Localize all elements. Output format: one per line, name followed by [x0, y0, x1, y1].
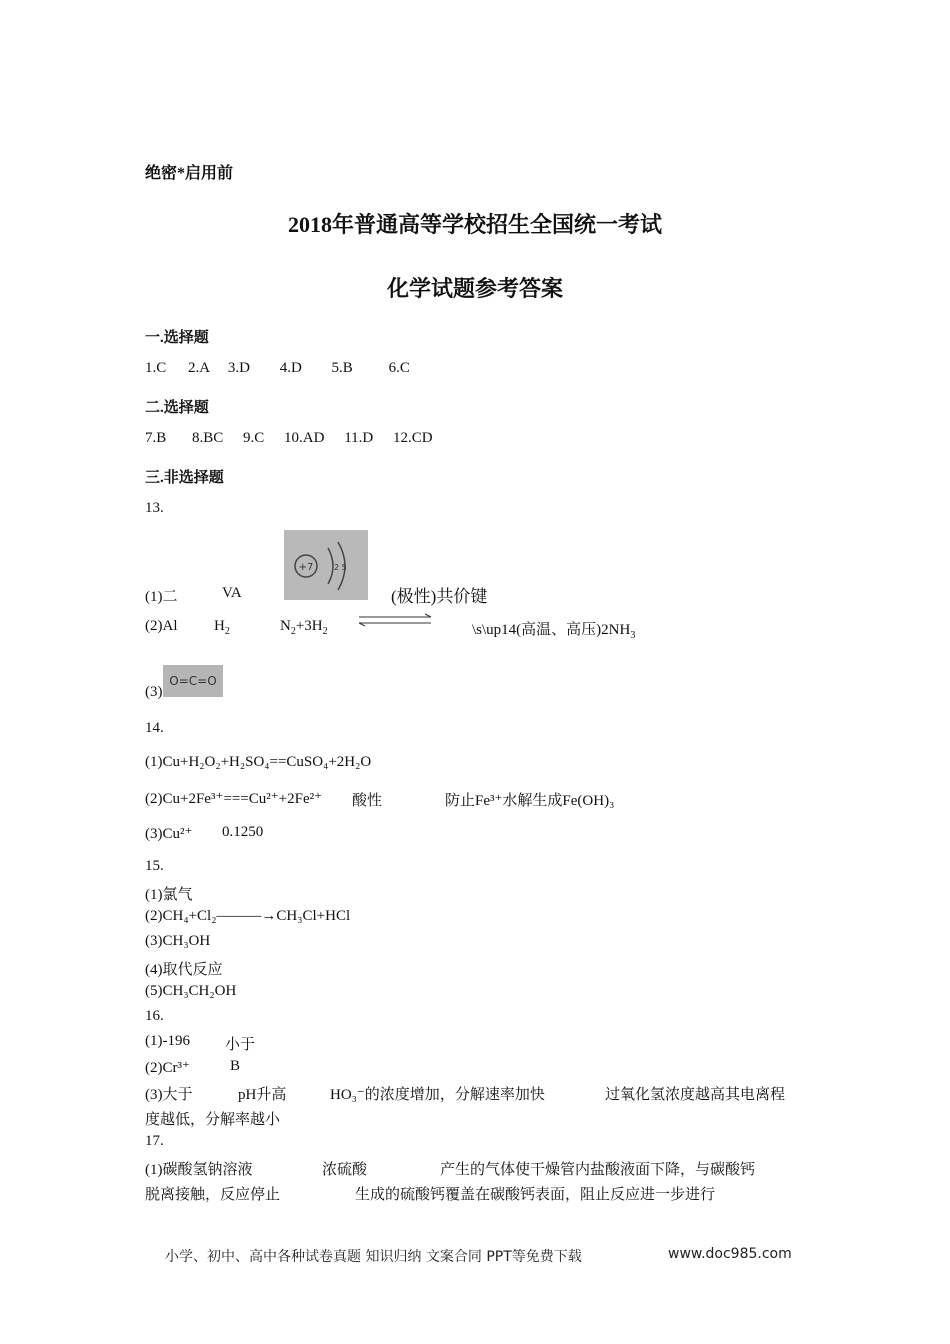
q13-number: 13.	[145, 500, 164, 516]
co2-formula: O=C=O	[169, 674, 217, 688]
q15-item: (4)取代反应	[145, 962, 223, 978]
q17-p1b: 浓硫酸	[322, 1162, 368, 1178]
section1-heading: 一.选择题	[145, 330, 209, 346]
answer: 2.A	[188, 360, 211, 376]
answer: 9.C	[243, 430, 265, 446]
q15-item: (3)CH₃OH	[145, 933, 211, 949]
q16-p3b: pH升高	[238, 1087, 287, 1103]
answer: 3.D	[227, 360, 250, 376]
q16-p3e: 度越低，分解率越小	[145, 1112, 281, 1128]
q13-p2-b: $H_2$	[214, 618, 230, 637]
co2-structure-image	[163, 665, 223, 697]
q17-number: 17.	[145, 1133, 164, 1149]
q13-p2-eq-left: $N_2+3H_2$	[280, 618, 328, 637]
q14-p2b: 酸性	[352, 793, 383, 809]
answer: 11.D	[344, 430, 374, 446]
q16-number: 16.	[145, 1008, 164, 1024]
atom-structure-image	[284, 530, 368, 600]
q13-p1-group: VA	[222, 585, 242, 601]
q16-p3d: 过氧化氢浓度越高其电离程	[605, 1087, 786, 1103]
q14-p3a: (3)Cu²⁺	[145, 826, 193, 842]
q14-number: 14.	[145, 720, 164, 736]
page-title: 2018年普通高等学校招生全国统一考试	[287, 212, 662, 237]
q15-item: (5)CH₃CH₂OH	[145, 983, 237, 999]
q14-p2a: (2)Cu+2Fe³⁺===Cu²⁺+2Fe²⁺	[145, 791, 323, 807]
q17-p1c: 产生的气体使干燥管内盐酸液面下降，与碳酸钙	[440, 1162, 756, 1178]
footer-link[interactable]: www.doc985.com	[668, 1246, 792, 1262]
answer: 7.B	[145, 430, 167, 446]
equilibrium-arrow-icon	[355, 612, 435, 628]
q13-p1-bond: (极性)共价键	[391, 587, 488, 606]
q17-p1d: 脱离接触，反应停止	[145, 1187, 281, 1203]
q14-p3b: 0.1250	[222, 824, 264, 840]
q16-p1a: (1)-196	[145, 1033, 190, 1049]
answer: 12.CD	[393, 430, 433, 446]
q17-p1e: 生成的硫酸钙覆盖在碳酸钙表面，阻止反应进一步进行	[355, 1187, 716, 1203]
q13-p2-eq-right: \s\up14(高温、高压)$2NH_3$	[472, 622, 636, 641]
page-subtitle: 化学试题参考答案	[386, 276, 563, 301]
answer: 8.BC	[192, 430, 224, 446]
answer: 6.C	[388, 360, 410, 376]
q16-p2b: B	[230, 1058, 241, 1074]
answer: 5.B	[331, 360, 353, 376]
answer: 4.D	[279, 360, 302, 376]
q13-p2-a: (2)Al	[145, 618, 178, 634]
atom-diagram-icon	[284, 530, 368, 600]
q15-number: 15.	[145, 858, 164, 874]
q16-p1b: 小于	[225, 1037, 256, 1053]
q15-item: (1)氯气	[145, 887, 193, 903]
section2-heading: 二.选择题	[145, 400, 209, 416]
section2-answers	[145, 430, 433, 447]
atom-nucleus-label: +7	[298, 562, 314, 573]
answer: 10.AD	[284, 430, 325, 446]
q16-p3a: (3)大于	[145, 1087, 193, 1103]
answer: 1.C	[145, 360, 167, 376]
q17-p1a: (1)碳酸氢钠溶液	[145, 1162, 253, 1178]
q14-p1: (1)Cu+H₂O₂+H₂SO₄==CuSO₄+2H₂O	[145, 754, 372, 770]
section1-answers	[145, 360, 410, 377]
q16-p2a: (2)Cr³⁺	[145, 1060, 190, 1076]
section3-heading: 三.非选择题	[145, 470, 224, 486]
q13-p3-label: (3)	[145, 684, 163, 700]
q13-p1-label: (1)二	[145, 589, 178, 605]
q15-item: (2)CH₄+Cl₂———→CH₃Cl+HCl	[145, 908, 351, 924]
q14-p2c: 防止Fe³⁺水解生成Fe(OH)₃	[445, 793, 615, 809]
atom-shells-label: 2 5	[334, 563, 347, 572]
q16-p3c: HO₃⁻的浓度增加，分解速率加快	[330, 1087, 545, 1103]
secret-label: 绝密*启用前	[145, 165, 234, 182]
footer-text: 小学、初中、高中各种试卷真题 知识归纳 文案合同 PPT等免费下载	[165, 1249, 582, 1265]
